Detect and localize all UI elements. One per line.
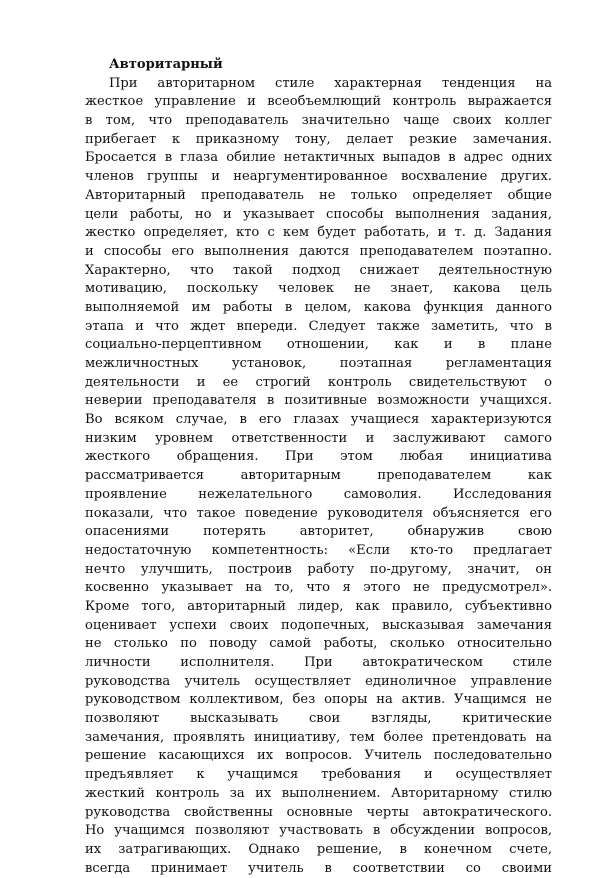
text-line: опасениями потерять авторитет, обнаружив свою <box>85 524 552 540</box>
text-line: социально-перцептивном отношении, как и в плане <box>85 337 552 353</box>
text-line: в том, что преподаватель значительно чаще своих коллег <box>85 113 552 129</box>
text-line: Кроме того, авторитарный лидер, как правило, субъективно <box>85 598 552 614</box>
text-line: руководством коллективом, без опоры на актив. Учащимся не <box>85 692 552 708</box>
text-line: и способы его выполнения даются преподавателем поэтапно. <box>85 243 552 259</box>
text-line: выполняемой им работы в целом, какова функция данного <box>85 299 552 315</box>
text-line: позволяют высказывать свои взгляды, критические <box>85 711 552 727</box>
text-line: прибегает к приказному тону, делает резкие замечания. <box>85 131 552 147</box>
text-line: нечто улучшить, построив работу по-другому, значит, он <box>85 561 552 577</box>
text-line: Характерно, что такой подход снижает деятельностную <box>85 262 552 278</box>
section-heading: Авторитарный <box>109 57 223 72</box>
text-line: жесткое управление и всеобъемлющий контроль выражается <box>85 94 552 110</box>
text-line: всегда принимает учитель в соответствии со своими <box>85 860 552 876</box>
text-line: Бросается в глаза обилие нетактичных выпадов в адрес одних <box>85 150 552 166</box>
text-line: замечания, проявлять инициативу, тем более претендовать на <box>85 729 552 745</box>
text-line: Но учащимся позволяют участвовать в обсуждении вопросов, <box>85 823 552 839</box>
document-page <box>85 56 552 878</box>
text-line: решение касающихся их вопросов. Учитель последовательно <box>85 748 552 764</box>
text-line: Во всяком случае, в его глазах учащиеся характеризуются <box>85 412 552 428</box>
text-line: рассматривается авторитарным преподавателем как <box>85 468 552 484</box>
text-line: деятельности и ее строгий контроль свидетельствуют о <box>85 374 552 390</box>
text-line: При авторитарном стиле характерная тенденция на <box>109 75 552 91</box>
text-line: неверии преподавателя в позитивные возможности учащихся. <box>85 393 552 409</box>
body-paragraph <box>85 75 552 878</box>
text-line: их затрагивающих. Однако решение, в конечном счете, <box>85 841 552 857</box>
text-line: низким уровнем ответственности и заслуживают самого <box>85 430 552 446</box>
text-line: косвенно указывает на то, что я этого не предусмотрел». <box>85 580 552 596</box>
text-line: проявление нежелательного самоволия. Исследования <box>85 486 552 502</box>
text-line: мотивацию, поскольку человек не знает, какова цель <box>85 281 552 297</box>
text-line: этапа и что ждет впереди. Следует также заметить, что в <box>85 318 552 334</box>
text-line: руководства свойственны основные черты автократического. <box>85 804 552 820</box>
text-line: членов группы и неаргументированное восхваление других. <box>85 169 552 185</box>
text-line: межличностных установок, поэтапная регламентация <box>85 356 552 371</box>
text-line: показали, что такое поведение руководителя объясняется его <box>85 505 552 521</box>
text-line: предъявляет к учащимся требования и осуществляет <box>85 767 552 783</box>
text-line: цели работы, но и указывает способы выполнения задания, <box>85 206 552 222</box>
text-line: жестко определяет, кто с кем будет работать, и т. д. Задания <box>85 225 552 241</box>
text-line: жесткого обращения. При этом любая инициатива <box>85 449 552 465</box>
text-line: жесткий контроль за их выполнением. Авторитарному стилю <box>85 785 552 801</box>
text-line: оценивает успехи своих подопечных, высказывая замечания <box>85 617 552 633</box>
text-line: не столько по поводу самой работы, сколько относительно <box>85 636 552 652</box>
text-line: личности исполнителя. При автократическом стиле <box>85 655 552 670</box>
text-line: руководства учитель осуществляет единоличное управление <box>85 673 552 689</box>
text-line: Авторитарный преподаватель не только определяет общие <box>85 187 552 203</box>
text-line: недостаточную компетентность: «Если кто-то предлагает <box>85 542 552 558</box>
